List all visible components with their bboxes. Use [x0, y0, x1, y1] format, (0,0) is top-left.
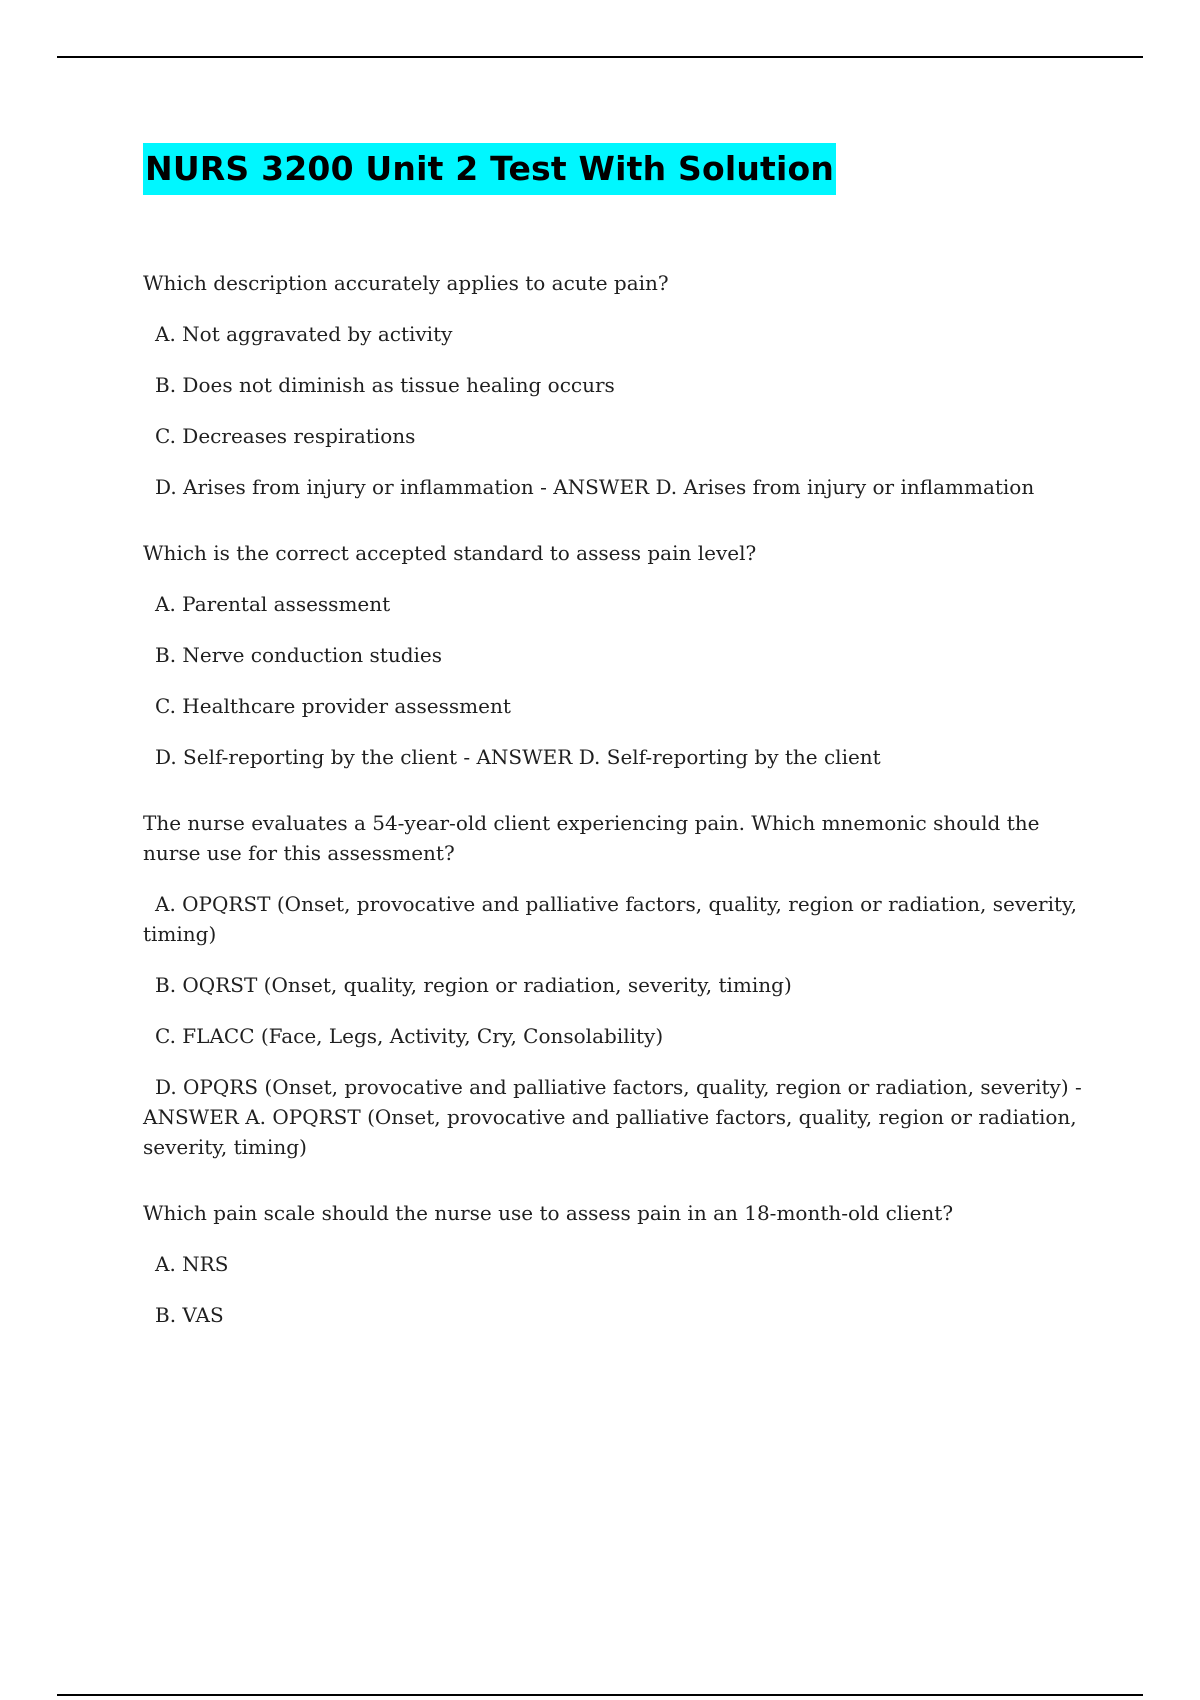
- answer-option: C. Decreases respirations: [155, 424, 416, 448]
- answer-option: A. Not aggravated by activity: [155, 322, 453, 346]
- answer-option: B. OQRST (Onset, quality, region or radiation, severity, timing): [155, 973, 792, 997]
- answer-option: B. VAS: [155, 1303, 224, 1327]
- question-4: [143, 1198, 1098, 1330]
- question-text: Which description accurately applies to acute pain?: [143, 271, 669, 295]
- answer-option: A. Parental assessment: [155, 592, 391, 616]
- page-title: NURS 3200 Unit 2 Test With Solution: [143, 143, 836, 195]
- footer-rule: [57, 1694, 1143, 1696]
- document-body: [143, 268, 1098, 1366]
- answer-option: A. NRS: [155, 1252, 229, 1276]
- answer-option: A. OPQRST (Onset, provocative and palliative factors, quality, region or radiation, severity, timing): [143, 892, 1078, 946]
- question-text: The nurse evaluates a 54-year-old client experiencing pain. Which mnemonic should the nurse use for this assessment?: [143, 811, 1040, 865]
- answer-option: B. Nerve conduction studies: [155, 643, 443, 667]
- question-1: [143, 268, 1098, 502]
- answer-option: D. Self-reporting by the client - ANSWER D. Self-reporting by the client: [155, 745, 881, 769]
- question-3: [143, 808, 1098, 1162]
- question-text: Which pain scale should the nurse use to assess pain in an 18-month-old client?: [143, 1201, 954, 1225]
- answer-option: C. FLACC (Face, Legs, Activity, Cry, Consolability): [155, 1024, 664, 1048]
- answer-option: D. OPQRS (Onset, provocative and palliative factors, quality, region or radiation, severity) - ANSWER A. OPQRST (Onset, provocative and palliative factors, quality, region or radiation, severity, timing): [143, 1075, 1082, 1159]
- header-rule: [57, 56, 1143, 58]
- answer-option: B. Does not diminish as tissue healing occurs: [155, 373, 615, 397]
- answer-option: C. Healthcare provider assessment: [155, 694, 511, 718]
- question-2: [143, 538, 1098, 772]
- answer-option: D. Arises from injury or inflammation - ANSWER D. Arises from injury or inflammation: [155, 475, 1035, 499]
- question-text: Which is the correct accepted standard to assess pain level?: [143, 541, 757, 565]
- title-block: [143, 143, 836, 195]
